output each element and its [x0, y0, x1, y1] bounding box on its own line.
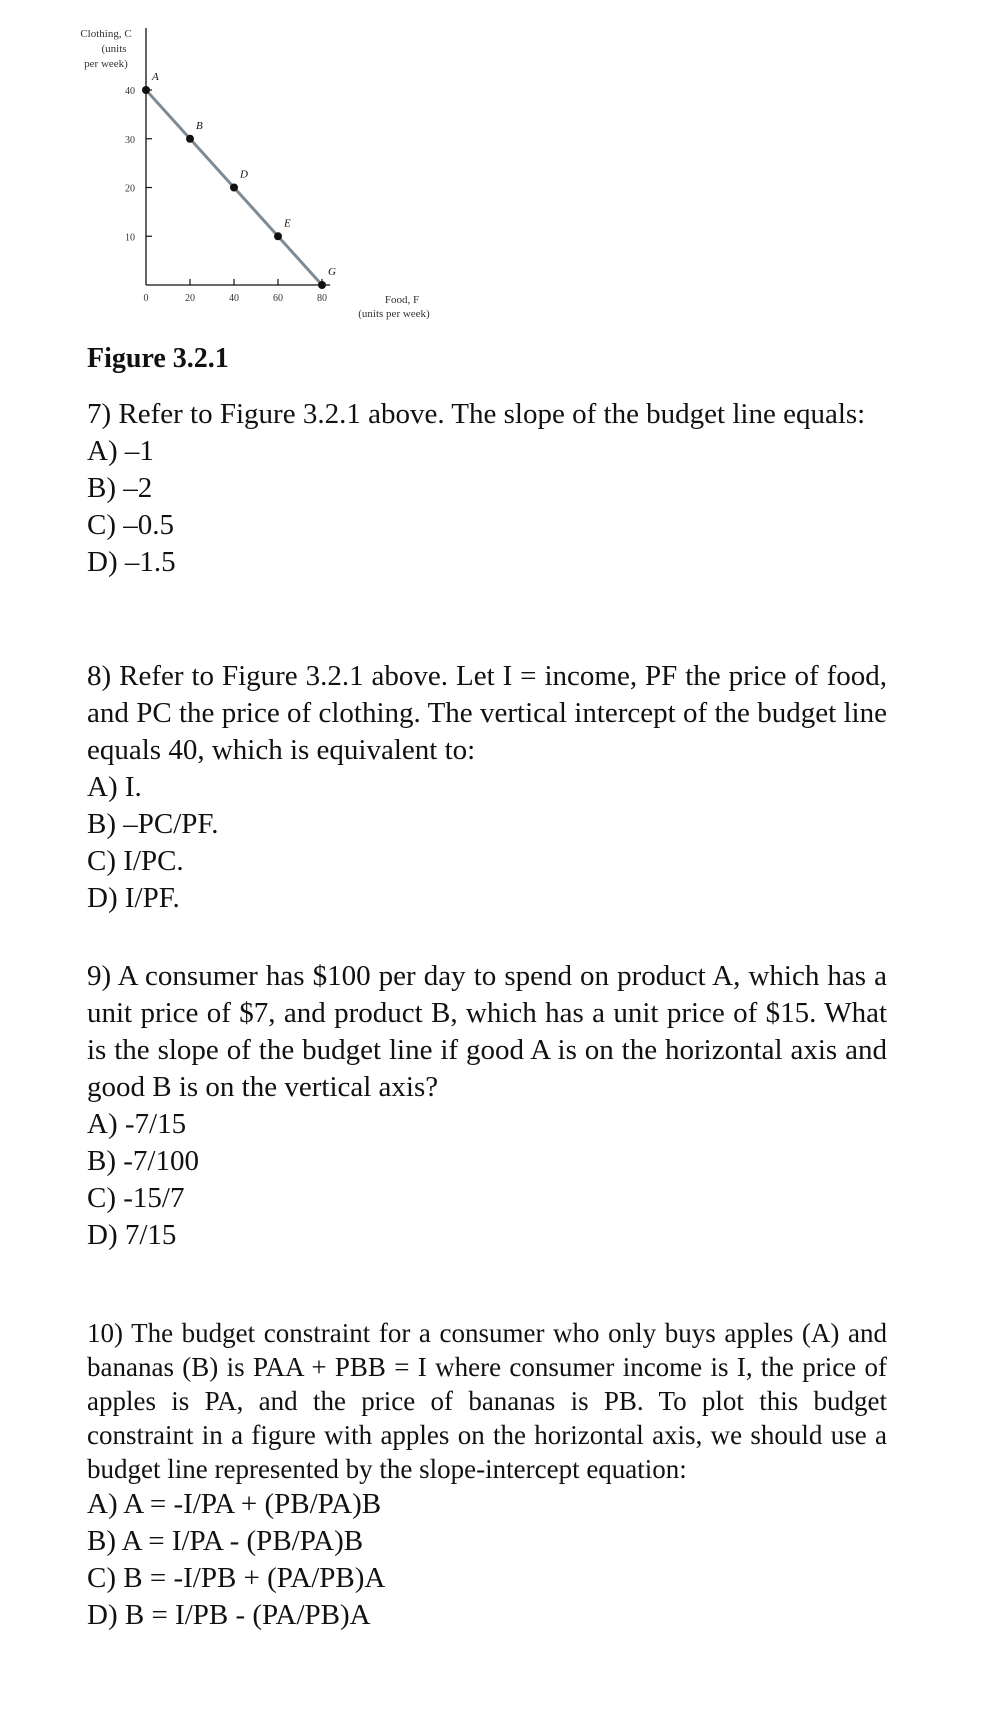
- answer-option: C) -15/7: [87, 1182, 185, 1214]
- answer-options: [87, 1106, 887, 1254]
- point-label-E: E: [284, 217, 291, 230]
- x-tick-label: 40: [229, 293, 239, 304]
- answer-option: C) B = -I/PB + (PA/PB)A: [87, 1562, 386, 1594]
- answer-option: B) –2: [87, 472, 153, 504]
- y-tick-label: 40: [125, 86, 135, 97]
- answer-options: [87, 1486, 887, 1634]
- point-label-A: A: [152, 71, 159, 83]
- answer-option: C) I/PC.: [87, 845, 184, 877]
- answer-option: D) B = I/PB - (PA/PB)A: [87, 1599, 371, 1631]
- x-tick-label: 80: [317, 293, 327, 304]
- answer-option: B) A = I/PA - (PB/PA)B: [87, 1525, 364, 1557]
- figure-caption: Figure 3.2.1: [87, 343, 229, 374]
- x-axis-title-line: (units per week): [358, 308, 430, 320]
- answer-option: B) –PC/PF.: [87, 808, 219, 840]
- y-tick-label: 30: [125, 134, 135, 146]
- question-stem: 10) The budget constraint for a consumer who only buys apples (A) and bananas (B) is PAA + PBB = I where consumer income is I, the price of apples is PA, and the price of bananas is PB. To plot this budget constraint in a figure with apples on the horizontal axis, we should use a budget line represented by the slope-intercept equation:: [87, 1318, 887, 1484]
- y-tick-label: 10: [125, 232, 135, 244]
- answer-option: D) –1.5: [87, 546, 176, 578]
- answer-option: A) –1: [87, 435, 154, 467]
- answer-option: B) -7/100: [87, 1145, 199, 1177]
- question-7: [87, 396, 887, 581]
- point-E: [274, 232, 282, 240]
- answer-option: A) I.: [87, 771, 142, 803]
- question-stem: 7) Refer to Figure 3.2.1 above. The slope of the budget line equals:: [87, 398, 866, 430]
- answer-option: A) -7/15: [87, 1108, 187, 1140]
- point-label-B: B: [196, 119, 203, 132]
- point-G: [318, 281, 326, 289]
- point-layer: [142, 71, 336, 289]
- y-ticks: [125, 86, 152, 243]
- x-tick-label: 0: [143, 293, 149, 304]
- point-label-G: G: [328, 266, 336, 278]
- y-tick-label: 20: [125, 183, 135, 195]
- point-A: [142, 86, 150, 94]
- point-D: [230, 184, 238, 192]
- point-B: [186, 135, 194, 143]
- x-tick-label: 20: [185, 293, 195, 304]
- y-axis-title-line: (units: [101, 43, 127, 55]
- answer-option: C) –0.5: [87, 509, 174, 541]
- question-stem: 9) A consumer has $100 per day to spend on product A, which has a unit price of $7, and product B, which has a unit price of $15. What is the slope of the budget line if good A is on the horizontal axis and good B is on the vertical axis?: [87, 960, 887, 1103]
- answer-options: [87, 433, 887, 581]
- answer-option: D) 7/15: [87, 1219, 177, 1251]
- answer-option: D) I/PF.: [87, 882, 180, 914]
- x-axis-title: [358, 294, 430, 320]
- answer-option: A) A = -I/PA + (PB/PA)B: [87, 1488, 382, 1520]
- answer-options: [87, 769, 887, 917]
- y-axis-title: [80, 28, 131, 70]
- x-tick-label: 60: [273, 293, 283, 304]
- question-9: [87, 958, 887, 1254]
- x-ticks: [144, 279, 328, 304]
- point-label-D: D: [240, 168, 248, 181]
- question-10: [87, 1316, 887, 1634]
- x-axis-title-line: Food, F: [384, 294, 420, 306]
- y-axis-title-line: per week): [84, 58, 128, 70]
- y-axis-title-line: Clothing, C: [80, 28, 132, 40]
- question-8: [87, 658, 887, 917]
- budget-line-chart: [80, 20, 480, 320]
- question-stem: 8) Refer to Figure 3.2.1 above. Let I = income, PF the price of food, and PC the price of clothing. The vertical intercept of the budget line equals 40, which is equivalent to:: [87, 660, 887, 766]
